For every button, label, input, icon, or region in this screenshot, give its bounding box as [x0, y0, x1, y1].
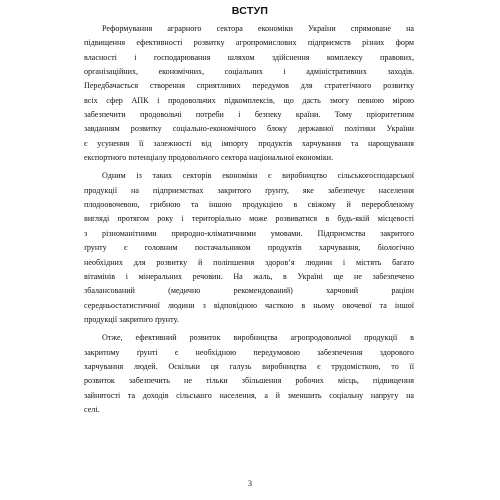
- page-number: 3: [248, 479, 252, 488]
- text-line: вітамінів і мінеральних речовин. На жаль, в Україні ще не забезпечено: [84, 271, 414, 281]
- text-line: Отже, ефективний розвиток виробництва агропродовольчої продукції в: [102, 333, 414, 343]
- text-line: Передбачається створення сприятливих передумов для стратегічного розвитку: [84, 81, 414, 91]
- text-line: закритому ґрунті є необхідною передумовою забезпечення здорового: [84, 347, 414, 357]
- text-line: Одним із таких секторів економіки є виробництво сільськогосподарської: [102, 171, 414, 181]
- text-line: харчування людей. Оскільки ця галузь виробництва є трудомісткою, то її: [84, 361, 414, 371]
- text-line: завданням розвитку соціально-економічного блоку державної політики України: [84, 124, 414, 134]
- text-line: необхідних для розвитку й поліпшення здоров’я людини і містять багато: [84, 257, 414, 267]
- text-line: вигляді протягом року і територіально може розвиватися в будь-якій місцевості: [84, 214, 414, 224]
- text-line: забезпечити продовольчі потреби і безпеку країни. Тому пріоритетним: [84, 110, 414, 120]
- body-text: [84, 22, 414, 417]
- text-line: продукції на підприємствах закритого ґрунту, яке забезпечує населення: [84, 185, 414, 195]
- text-line: середньостатистичної людини з відповідною часткою в ньому овочевої та іншої: [84, 300, 414, 310]
- text-line: власності і господарювання шляхом здійснення комплексу правових,: [84, 52, 414, 62]
- page-title: ВСТУП: [231, 5, 269, 17]
- text-line: плодоовочевою, грибною та іншою продукцією в свіжому й переробленому: [84, 200, 414, 210]
- paragraph: [84, 22, 414, 165]
- paragraph: [84, 331, 414, 417]
- text-line: продукції закритого ґрунту.: [84, 314, 179, 324]
- text-line: з різноманітними природно-кліматичними умовами. Підприємства закритого: [84, 228, 414, 238]
- text-line: збалансований (медично рекомендований) харчовий раціон: [84, 286, 414, 296]
- text-line: всіх сфер АПК і продовольчих підкомплексів, що дасть змогу певною мірою: [84, 95, 414, 105]
- text-line: є усунення її залежності від імпорту продуктів харчування та нарощування: [84, 138, 414, 148]
- text-line: підвищення ефективності розвитку агропромислових підприємств різних форм: [84, 38, 414, 48]
- paragraph: [84, 169, 414, 327]
- text-line: ґрунту є головним постачальником продуктів харчування, біологічно: [84, 243, 414, 253]
- text-line: розвиток забезпечить не тільки збільшення робочих місць, підвищення: [84, 376, 414, 386]
- text-line: організаційних, економічних, соціальних і адміністративних заходів.: [84, 67, 414, 77]
- text-line: Реформування аграрного сектора економіки України спрямоване на: [102, 24, 414, 33]
- text-line: зайнятості та доходів сільського населення, а й зменшить соціальну напругу на: [84, 390, 414, 400]
- text-line: селі.: [84, 404, 100, 414]
- text-line: експортного потенціалу продовольчого сектора національної економіки.: [84, 153, 334, 163]
